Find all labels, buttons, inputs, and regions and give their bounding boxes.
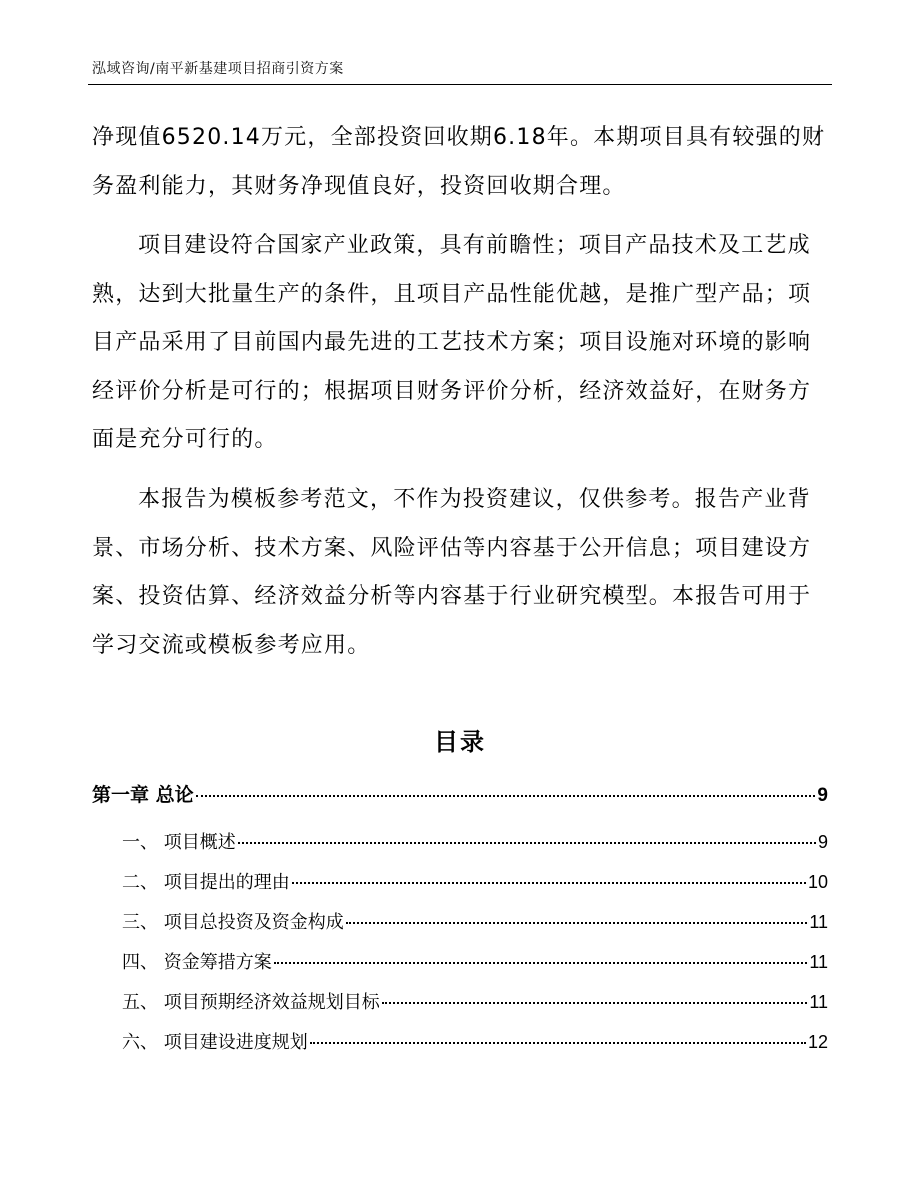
table-of-contents [92,780,828,1068]
toc-section-page: 10 [807,872,828,892]
toc-section-page: 9 [817,832,828,852]
toc-leader-dots [274,962,808,964]
toc-chapter-page: 9 [817,785,828,806]
toc-leader-dots [382,1002,808,1004]
toc-section-label: 一、 项目概述 [122,832,236,853]
toc-section-page: 11 [809,952,828,972]
toc-section-label: 六、 项目建设进度规划 [122,1032,308,1053]
header-divider [88,84,832,85]
toc-section-label: 二、 项目提出的理由 [122,872,290,893]
toc-title: 目录 [434,728,486,756]
toc-section-row[interactable] [92,948,828,988]
toc-section-label: 四、 资金筹措方案 [122,952,272,973]
paragraph-3: 本报告为模板参考范文，不作为投资建议，仅供参考。报告产业背景、市场分析、技术方案、风险评估等内容基于公开信息；项目建设方案、投资估算、经济效益分析等内容基于行业研究模型。本报告可用于学习交流或模板参考应用。 [92,487,812,658]
paragraph-2: 项目建设符合国家产业政策，具有前瞻性；项目产品技术及工艺成熟，达到大批量生产的条件，且项目产品性能优越，是推广型产品；项目产品采用了目前国内最先进的工艺技术方案；项目设施对环境的影响经评价分析是可行的；根据项目财务评价分析，经济效益好，在财务方面是充分可行的。 [92,233,812,452]
toc-section-page: 11 [809,992,828,1012]
toc-chapter-label: 第一章 总论 [92,784,194,806]
paragraph-1: 净现值6520.14万元，全部投资回收期6.18年。本期项目具有较强的财务盈利能力，其财务净现值良好，投资回收期合理。 [92,125,826,199]
toc-leader-dots [310,1042,806,1044]
toc-section-row[interactable] [92,908,828,948]
toc-section-label: 三、 项目总投资及资金构成 [122,912,344,933]
toc-leader-dots [238,842,816,844]
toc-section-row[interactable] [92,988,828,1028]
toc-section-row[interactable] [92,868,828,908]
toc-leader-dots [346,922,808,924]
toc-section-row[interactable] [92,828,828,868]
page-header: 泓域咨询/南平新基建项目招商引资方案 [92,61,344,77]
toc-chapter-row[interactable] [92,780,828,828]
toc-section-page: 11 [809,912,828,932]
toc-section-row[interactable] [92,1028,828,1068]
toc-section-page: 12 [807,1032,828,1052]
toc-section-label: 五、 项目预期经济效益规划目标 [122,992,380,1013]
toc-leader-dots [196,795,816,797]
toc-leader-dots [292,882,806,884]
